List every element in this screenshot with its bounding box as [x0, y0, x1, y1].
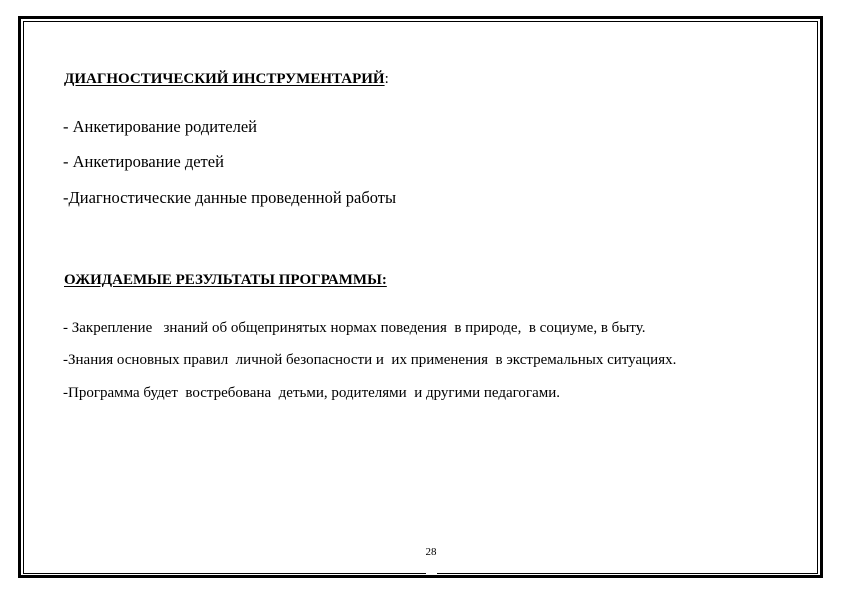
diagnostic-item: - Анкетирование родителей — [63, 117, 258, 136]
diagnostic-item: -Диагностические данные проведенной работы — [63, 188, 397, 207]
page-border-inner — [23, 21, 818, 574]
page-number-tick — [426, 570, 437, 574]
diagnostic-heading — [64, 71, 389, 88]
results-heading — [64, 272, 387, 289]
results-item: -Программа будет востребована детьми, родителями и другими педагогами. — [63, 385, 560, 401]
diagnostic-heading-text: ДИАГНОСТИЧЕСКИЙ ИНСТРУМЕНТАРИЙ — [64, 71, 385, 87]
results-item: - Закрепление знаний об общепринятых нормах поведения в природе, в социуме, в быту. — [63, 320, 646, 336]
diagnostic-item: - Анкетирование детей — [63, 152, 224, 171]
results-item: -Знания основных правил личной безопасности и их применения в экстремальных ситуациях. — [63, 352, 677, 368]
page-number: 28 — [425, 546, 437, 558]
diagnostic-heading-suffix: : — [384, 71, 389, 87]
results-heading-text: ОЖИДАЕМЫЕ РЕЗУЛЬТАТЫ ПРОГРАММЫ: — [64, 272, 387, 288]
